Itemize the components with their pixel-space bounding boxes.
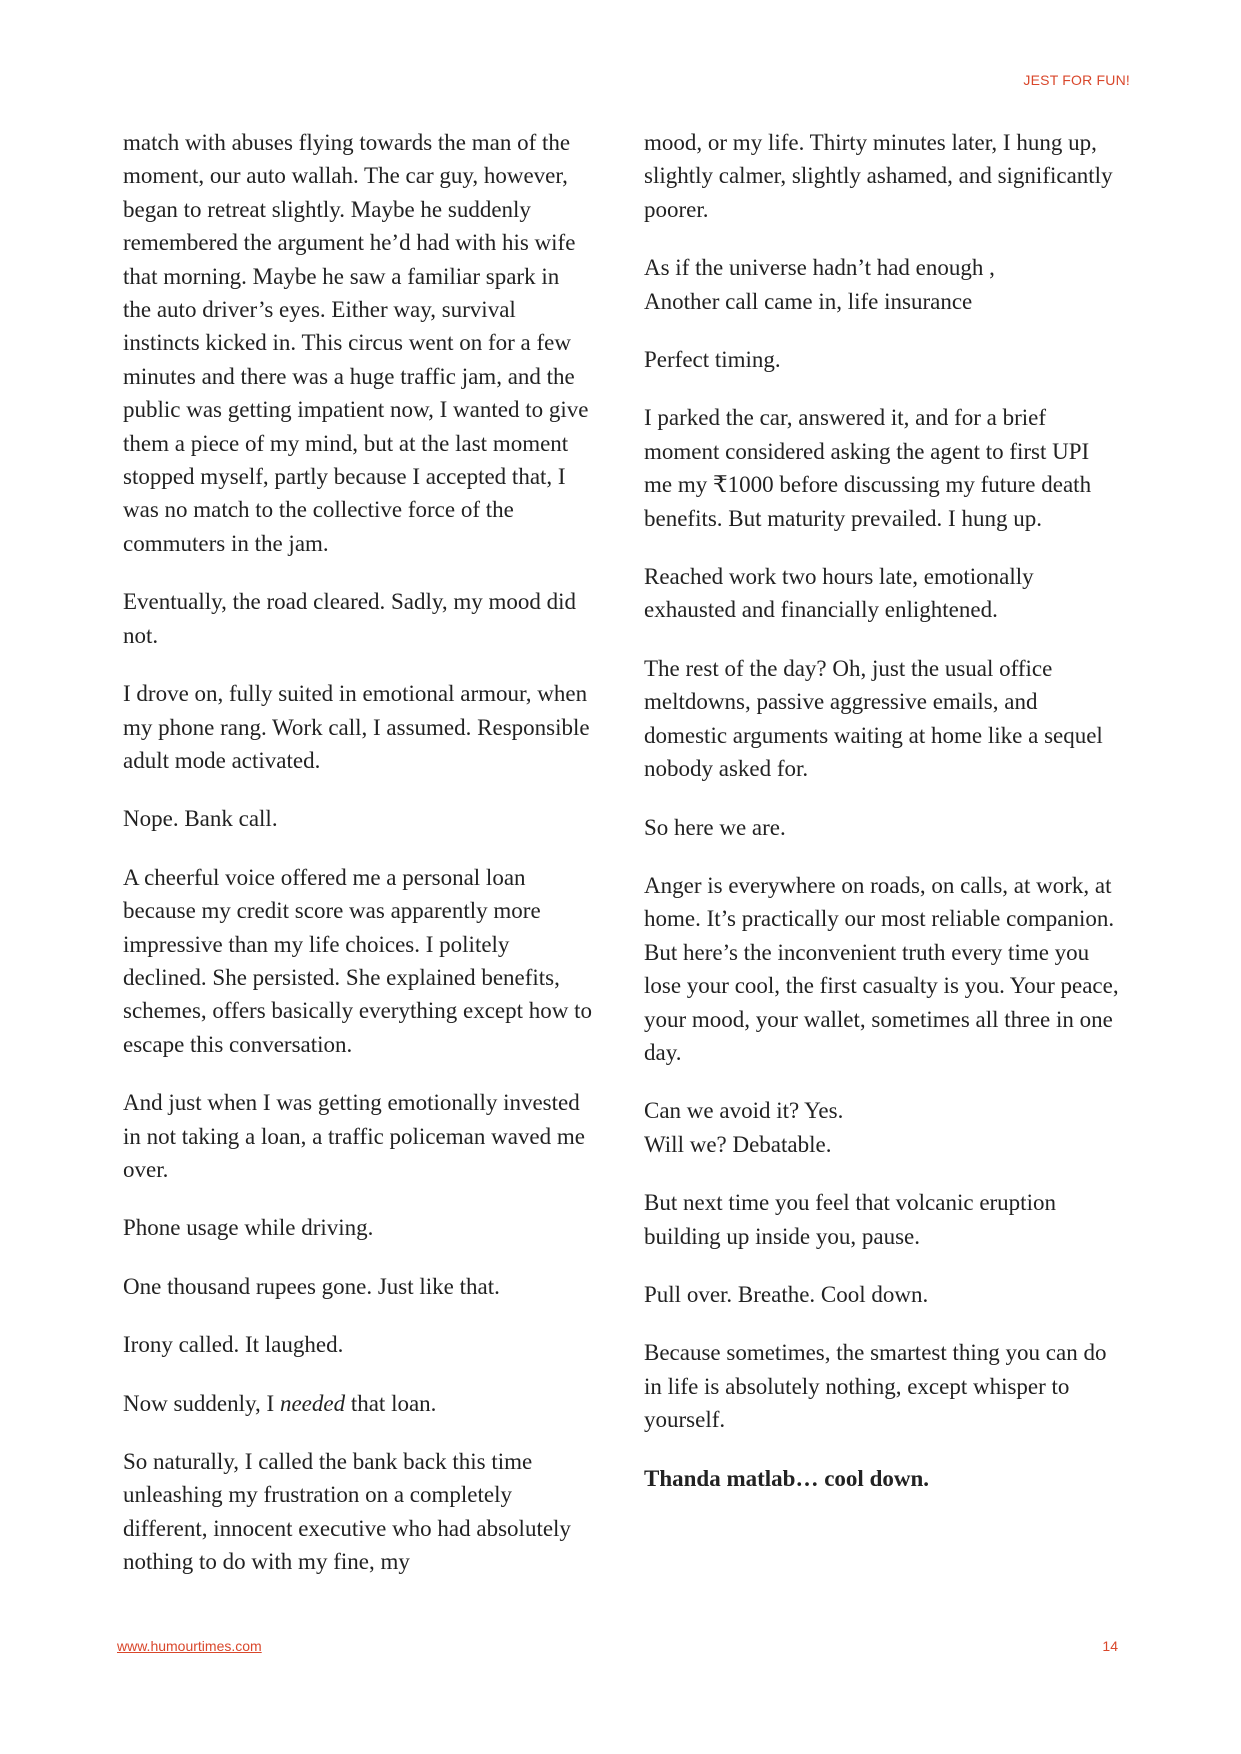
paragraph: Irony called. It laughed. — [123, 1332, 344, 1358]
paragraph: Anger is everywhere on roads, on calls, at work, at home. It’s practically our most reliable companion. But here’s the inconvenient truth every time you lose your cool, the first casualty is you. Your peace, your mood, your wallet, sometimes all three in one day. — [644, 872, 1119, 1065]
paragraph: And just when I was getting emotionally invested in not taking a loan, a traffic policeman waved me over. — [123, 1090, 585, 1182]
paragraph: I drove on, fully suited in emotional armour, when my phone rang. Work call, I assumed. Responsible adult mode activated. — [123, 681, 590, 773]
left-column — [123, 126, 593, 1604]
paragraph: So here we are. — [644, 814, 786, 840]
paragraph: Eventually, the road cleared. Sadly, my mood did not. — [123, 589, 577, 648]
paragraph: The rest of the day? Oh, just the usual office meltdowns, passive aggressive emails, and domestic arguments waiting at home like a sequel nobody asked for. — [644, 655, 1103, 782]
paragraph-line: Can we avoid it? Yes. — [644, 1098, 844, 1124]
closing-line: Thanda matlab… cool down. — [644, 1465, 930, 1491]
website-link[interactable]: www.humourtimes.com — [117, 1638, 262, 1654]
text-segment: Now suddenly, I — [123, 1390, 280, 1416]
text-segment: that loan. — [345, 1390, 437, 1416]
paragraph: One thousand rupees gone. Just like that. — [123, 1273, 500, 1299]
paragraph: Nope. Bank call. — [123, 806, 278, 832]
paragraph-line: As if the universe hadn’t had enough , — [644, 255, 995, 281]
paragraph: mood, or my life. Thirty minutes later, I hung up, slightly calmer, slightly ashamed, and significantly poorer. — [644, 130, 1113, 222]
paragraph: So naturally, I called the bank back this time unleashing my frustration on a completely different, innocent executive who had absolutely nothing to do with my fine, my — [123, 1449, 571, 1575]
paragraph: match with abuses flying towards the man of the moment, our auto wallah. The car guy, however, began to retreat slightly. Maybe he suddenly remembered the argument he’d had with his wife that morning. Maybe he saw a familiar spark in the auto driver’s eyes. Either way, survival instincts kicked in. This circus went on for a few minutes and there was a huge traffic jam, and the public was getting impatient now, I wanted to give them a piece of my mind, but at the last moment stopped myself, partly because I accepted that, I was no match to the collective force of the commuters in the jam. — [123, 130, 589, 556]
paragraph: But next time you feel that volcanic eruption building up inside you, pause. — [644, 1190, 1056, 1249]
page-number: 14 — [1102, 1638, 1118, 1654]
right-column — [644, 126, 1122, 1520]
paragraph-line: Will we? Debatable. — [644, 1131, 832, 1157]
section-tag: JEST FOR FUN! — [1023, 72, 1130, 88]
paragraph: A cheerful voice offered me a personal loan because my credit score was apparently more impressive than my life choices. I politely declined. She persisted. She explained benefits, schemes, offers basically everything except how to escape this conversation. — [123, 864, 593, 1057]
paragraph: Reached work two hours late, emotionally exhausted and financially enlightened. — [644, 564, 1034, 623]
paragraph: Phone usage while driving. — [123, 1215, 374, 1241]
paragraph: Perfect timing. — [644, 347, 781, 373]
paragraph: I parked the car, answered it, and for a brief moment considered asking the agent to first UPI me my ₹1000 before discussing my future death benefits. But maturity prevailed. I hung up. — [644, 405, 1092, 531]
emphasis-text: needed — [279, 1390, 346, 1416]
paragraph: Pull over. Breathe. Cool down. — [644, 1281, 929, 1307]
paragraph: Because sometimes, the smartest thing you can do in life is absolutely nothing, except whisper to yourself. — [644, 1340, 1107, 1433]
paragraph — [123, 1387, 593, 1420]
paragraph-line: Another call came in, life insurance — [644, 288, 973, 314]
